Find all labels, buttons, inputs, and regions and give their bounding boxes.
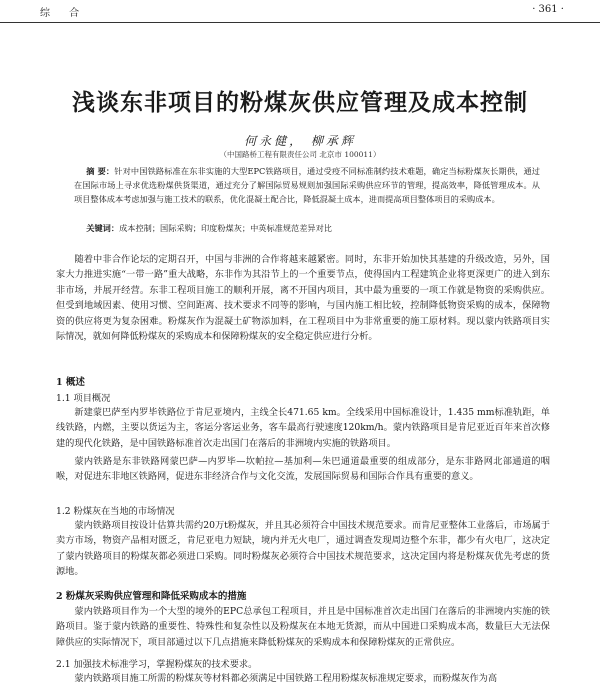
section-1-1-paragraph-2: 蒙内铁路是东非铁路网蒙巴萨—内罗毕—坎帕拉—基加利—朱巴通道最重要的组成部分，是东非路网北部通道的咽喉，对促进东非地区铁路网，促进东非经济合作与文化交流，发展国际贸易和国际合作具有重要的意义。 [56, 456, 550, 483]
keywords-text: 成本控制；国际采购；印度粉煤灰；中英标准规范差异对比 [119, 223, 332, 233]
section-2-heading: 2 粉煤灰采购供应管理和降低采购成本的措施 [56, 591, 247, 602]
running-header [0, 0, 600, 23]
authors: 何永健， 柳承辉 [244, 134, 356, 148]
journal-name: 综 合 [40, 8, 88, 19]
abstract-label: 摘 要： [86, 166, 115, 176]
paper-title: 浅谈东非项目的粉煤灰供应管理及成本控制 [72, 89, 528, 116]
intro-paragraph: 随着中非合作论坛的定期召开，中国与非洲的合作将越来越紧密。同时，东非开始加快其基建的升级改造，另外，国家大力推进实施“一带一路”重大战略，东非作为其沿节上的一个重要节点，使得国内工程建筑企业将更深更广的进入到东非市场，并展开经营。东非工程项目施工的顺利开展，离不开国内项目，其中最为重要的一项工作就是物资的采购供应。但受到地域因素、使用习惯、空间距离、技术要求不同等的影响，与国内施工相比较，控制降低物资采购的成本，保障物资的供应将更为复杂困难。粉煤灰作为混凝土矿物添加料，在工程项目中为非常重要的施工原材料。现以蒙内铁路项目实际情况，就如何降低粉煤灰的采购成本和保障粉煤灰的安全稳定供应进行分析。 [56, 254, 550, 343]
section-1-1-heading: 1.1 项目概况 [56, 393, 111, 404]
keywords [74, 221, 540, 235]
section-1-1-paragraph-1: 新建蒙巴萨至内罗毕铁路位于肯尼亚境内，主线全长471.65 km。全线采用中国标准设计，1.435 mm标准轨距，单线铁路，内燃，主要以货运为主，客运分客运业务，客车最高行驶速度120km/h。蒙内铁路项目是肯尼亚近百年来首次修建的现代化铁路，是中国铁路标准首次走出国门在落后的非洲境内实施的铁路项目。 [56, 407, 550, 449]
abstract-text: 针对中国铁路标准在东非实施的大型EPC铁路项目，通过受疫不同标准制约技术难题，确定当标粉煤灰长期供，通过在国际市场上寻求优选粉煤供货渠道，通过充分了解国际贸易规则加强国际采购供应环节的管理，提高效率，降低管理成本。从项目整体成本考虑加强与施工技术的联系，优化混凝土配合比，降低混凝土成本，进而提高项目整体项目的采购成本。 [74, 166, 540, 204]
keywords-label: 关键词： [86, 223, 120, 233]
section-2-1-paragraph: 蒙内铁路项目施工所需的粉煤灰等材料都必须满足中国铁路工程用粉煤灰标准规定要求，而粉煤灰作为高 [74, 673, 498, 684]
section-1-heading: 1 概述 [56, 377, 85, 388]
section-1-2-paragraph: 蒙内铁路项目按设计估算共需约20万t粉煤灰，并且其必须符合中国技术规范要求。而肯尼亚整体工业落后，市场属于卖方市场，物资产品相对匮乏，肯尼亚电力短缺，境内并无火电厂，通过调查发现周边整个东非，都少有火电厂，这决定了蒙内铁路项目的粉煤灰都必须进口采购。同时粉煤灰必须符合中国技术规范要求，这决定国内将是粉煤灰优先考虑的货源地。 [56, 520, 550, 578]
page-number: · 361 · [532, 4, 564, 15]
affiliation: （中国路桥工程有限责任公司 北京市 100011） [219, 150, 381, 159]
section-2-1-heading: 2.1 加强技术标准学习，掌握粉煤灰的技术要求。 [56, 659, 258, 670]
section-2-paragraph: 蒙内铁路项目作为一个大型的境外的EPC总承包工程项目，并且是中国标准首次走出国门在落后的非洲境内实施的铁路项目。鉴于蒙内铁路的重要性、特殊性和复杂性以及粉煤灰在本地无货源，而从中国进口采购成本高，数量巨大无法保障供应的实际情况下，项目部通过以下几点措施来降低粉煤灰的采购成本和保障粉煤灰的正常供应。 [56, 606, 550, 648]
section-1-2-heading: 1.2 粉煤灰在当地的市场情况 [56, 506, 175, 517]
abstract [74, 164, 540, 206]
